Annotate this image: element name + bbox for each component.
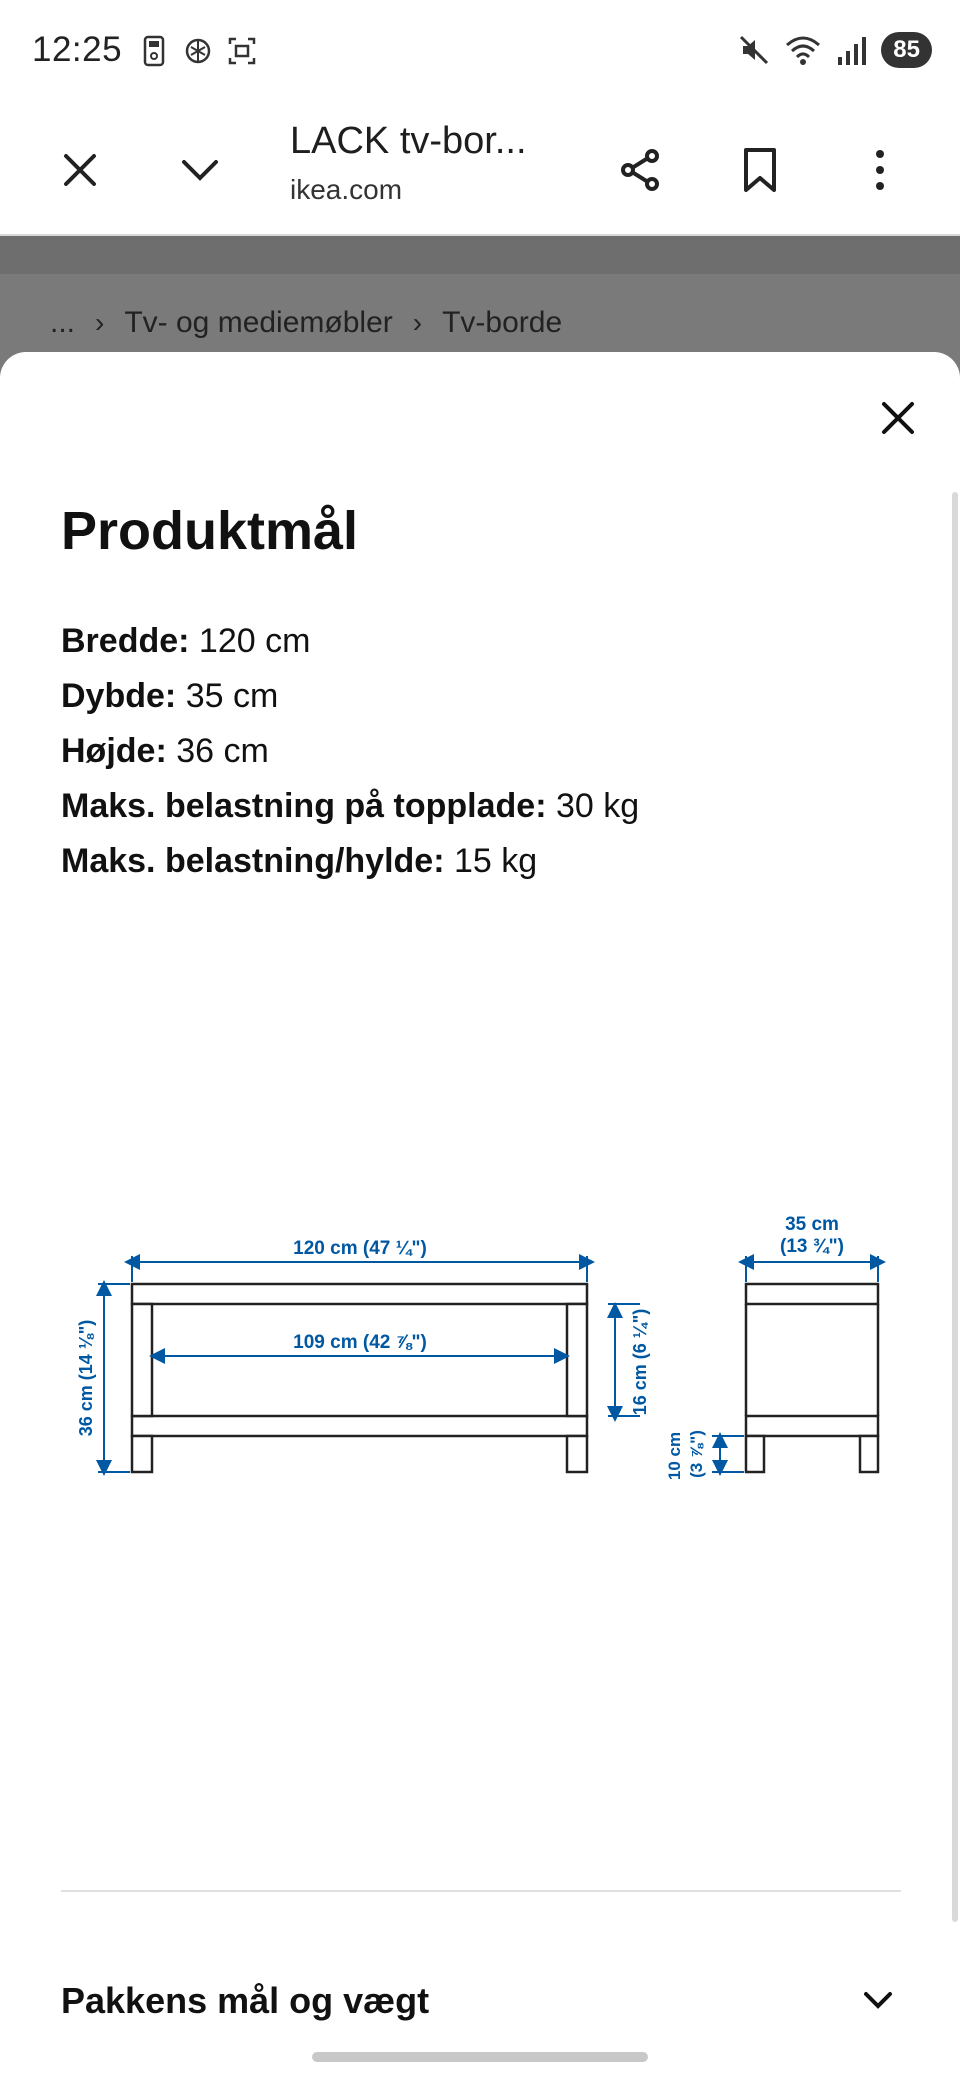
depth-cm-label: 35 cm	[785, 1214, 839, 1235]
bookmark-icon	[740, 146, 780, 194]
front-view	[132, 1284, 587, 1472]
side-view	[746, 1284, 878, 1472]
depth-in-label: (13 ¾")	[780, 1236, 844, 1257]
spec-value: 120 cm	[198, 622, 311, 660]
spec-label: Maks. belastning/hylde:	[61, 842, 445, 880]
page-title: LACK tv-bor...	[290, 120, 527, 162]
close-icon	[880, 400, 916, 436]
chevron-down-icon	[178, 148, 222, 192]
status-bar	[0, 0, 960, 108]
spec-label: Dybde:	[61, 677, 177, 715]
page-url: ikea.com	[290, 174, 403, 205]
width-total-label: 120 cm (47 ¼")	[293, 1238, 427, 1259]
spec-value: 15 kg	[453, 842, 538, 880]
close-tab-button[interactable]	[48, 138, 112, 202]
leg-height-cm-label: 10 cm	[665, 1431, 684, 1481]
spec-row-width	[61, 614, 639, 669]
mute-icon	[737, 33, 771, 67]
spec-list	[61, 614, 639, 889]
width-inner-label: 109 cm (42 ⅞")	[293, 1332, 427, 1353]
spec-row-depth	[61, 669, 639, 724]
wifi-icon	[783, 33, 823, 67]
scrollbar[interactable]	[952, 492, 958, 1922]
share-button[interactable]	[608, 138, 672, 202]
leg-height-in-label: (3 ⅞")	[687, 1430, 706, 1478]
device-icon	[138, 34, 170, 68]
spec-row-max-load-shelf	[61, 834, 639, 889]
spec-row-max-load-top	[61, 779, 639, 834]
battery-indicator: 85	[881, 32, 932, 68]
chevron-right-icon: ›	[412, 307, 423, 338]
status-system-icons	[737, 32, 932, 68]
package-dimensions-title[interactable]: Pakkens mål og vægt	[61, 1980, 430, 2021]
spec-value: 30 kg	[555, 787, 640, 825]
spec-value: 36 cm	[176, 732, 269, 770]
chevron-down-icon	[862, 1984, 894, 2016]
spec-value: 35 cm	[185, 677, 279, 715]
status-time: 12:25	[32, 30, 123, 69]
screenshot-icon	[226, 34, 258, 68]
page-header-strip	[0, 236, 960, 274]
browser-toolbar	[0, 108, 960, 236]
dimension-diagram	[60, 1214, 900, 1481]
minimize-button[interactable]	[168, 138, 232, 202]
spec-label: Bredde:	[61, 622, 190, 660]
modal-heading: Produktmål	[61, 501, 359, 561]
breadcrumb	[50, 306, 562, 340]
bookmark-button[interactable]	[728, 138, 792, 202]
share-icon	[616, 146, 664, 194]
close-icon	[60, 150, 100, 190]
spec-label: Højde:	[61, 732, 167, 770]
modal-close-button[interactable]	[866, 386, 930, 450]
dimensions-modal	[0, 352, 960, 2080]
status-notification-icons	[138, 34, 258, 68]
height-total-label: 36 cm (14 ⅛")	[76, 1319, 96, 1437]
signal-icon	[835, 33, 869, 67]
breadcrumb-item-media[interactable]: Tv- og mediemøbler	[124, 306, 393, 339]
breadcrumb-item-more[interactable]: ...	[50, 306, 76, 339]
more-vert-icon	[872, 146, 888, 194]
more-options-button[interactable]	[848, 138, 912, 202]
breadcrumb-item-tv[interactable]: Tv-borde	[442, 306, 563, 339]
ai-assistant-icon	[182, 34, 214, 68]
package-expand-button[interactable]	[850, 1972, 906, 2028]
chevron-right-icon: ›	[95, 307, 105, 338]
shelf-gap-label: 16 cm (6 ¼")	[630, 1308, 650, 1416]
spec-row-height	[61, 724, 639, 779]
section-divider	[61, 1890, 901, 1892]
home-indicator[interactable]	[312, 2052, 648, 2062]
spec-label: Maks. belastning på topplade:	[61, 787, 547, 825]
